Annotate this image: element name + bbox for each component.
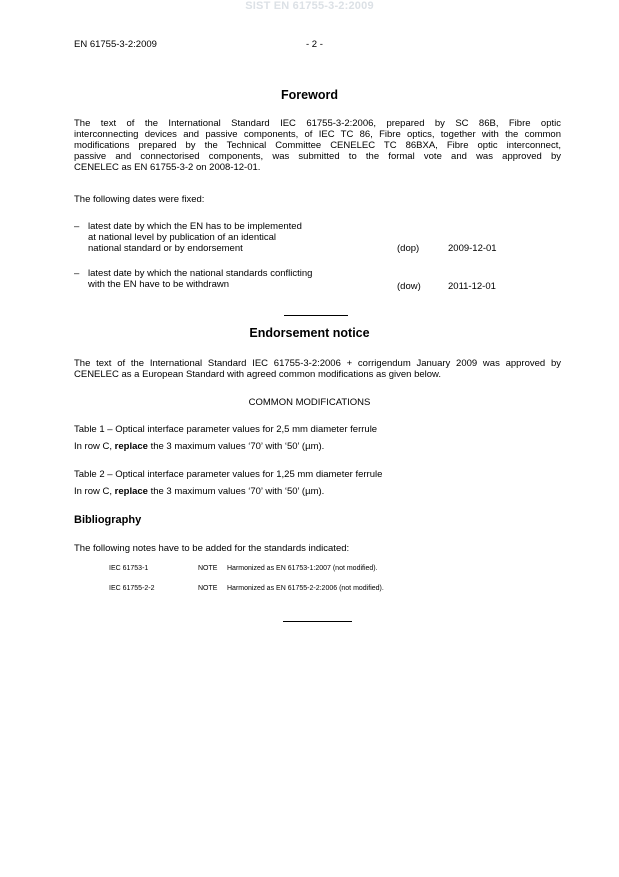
instruction-prefix: In row C, — [74, 486, 115, 497]
date-item-line: latest date by which the EN has to be implemented — [88, 221, 302, 232]
modification-instruction — [74, 441, 324, 452]
endorsement-title: Endorsement notice — [249, 326, 370, 340]
bibliography-note-label: NOTE — [198, 565, 218, 572]
instruction-keyword: replace — [114, 486, 148, 497]
bibliography-note-text: Harmonized as EN 61753-1:2007 (not modified). — [227, 565, 378, 572]
foreword-line: passive and connectorised components, was submitted to the formal vote and was approved by — [74, 151, 561, 162]
foreword-line: interconnecting devices and passive components, of IEC TC 86, Fibre optics, together with the common — [74, 129, 561, 140]
instruction-prefix: In row C, — [74, 441, 115, 452]
bibliography-title: Bibliography — [74, 514, 142, 526]
date-item-line: latest date by which the national standards conflicting — [88, 268, 313, 279]
bibliography-intro: The following notes have to be added for the standards indicated: — [74, 543, 350, 554]
bibliography-note-text: Harmonized as EN 61755-2-2:2006 (not modified). — [227, 585, 384, 592]
instruction-suffix: the 3 maximum values ‘70’ with ‘50’ (µm). — [147, 486, 325, 497]
bibliography-standard: IEC 61753-1 — [109, 565, 149, 572]
list-dash: – — [74, 221, 80, 232]
list-dash: – — [74, 268, 80, 279]
end-divider — [283, 621, 352, 622]
instruction-suffix: the 3 maximum values ‘70’ with ‘50’ (µm). — [147, 441, 325, 452]
date-abbr-dop: (dop) — [397, 243, 420, 254]
bibliography-standard: IEC 61755-2-2 — [109, 585, 155, 592]
foreword-line: The text of the International Standard IEC 61755-3-2:2006, prepared by SC 86B, Fibre optic — [74, 118, 561, 129]
date-item-line: with the EN have to be withdrawn — [88, 279, 229, 290]
header-page-number: - 2 - — [306, 39, 323, 50]
foreword-line: modifications prepared by the Technical Committee CENELEC TC 86BXA, Fibre optic interconnect, — [74, 140, 561, 151]
instruction-keyword: replace — [114, 441, 148, 452]
dates-intro: The following dates were fixed: — [74, 194, 205, 205]
date-abbr-dow: (dow) — [397, 281, 421, 292]
section-divider — [284, 315, 348, 316]
common-modifications-title: COMMON MODIFICATIONS — [248, 397, 371, 408]
date-item-line: national standard or by endorsement — [88, 243, 243, 254]
endorsement-line: The text of the International Standard IEC 61755-3-2:2006 + corrigendum January 2009 was approved by — [74, 358, 561, 369]
foreword-title: Foreword — [281, 88, 338, 102]
date-value-dow: 2011-12-01 — [448, 281, 496, 292]
foreword-paragraph — [74, 118, 561, 173]
watermark: SIST EN 61755-3-2:2009 — [245, 0, 374, 12]
modification-instruction — [74, 486, 324, 497]
bibliography-note-label: NOTE — [198, 585, 218, 592]
date-value-dop: 2009-12-01 — [448, 243, 497, 254]
endorsement-paragraph — [74, 358, 561, 380]
header-doc-id: EN 61755-3-2:2009 — [74, 39, 157, 50]
date-item-dop-text — [88, 221, 302, 254]
foreword-line: CENELEC as EN 61755-3-2 on 2008-12-01. — [74, 162, 261, 173]
table-caption: Table 2 – Optical interface parameter values for 1,25 mm diameter ferrule — [74, 469, 383, 480]
date-item-line: at national level by publication of an identical — [88, 232, 277, 243]
table-caption: Table 1 – Optical interface parameter values for 2,5 mm diameter ferrule — [74, 424, 378, 435]
endorsement-line: CENELEC as a European Standard with agreed common modifications as given below. — [74, 369, 442, 380]
date-item-dow-text — [88, 268, 312, 290]
